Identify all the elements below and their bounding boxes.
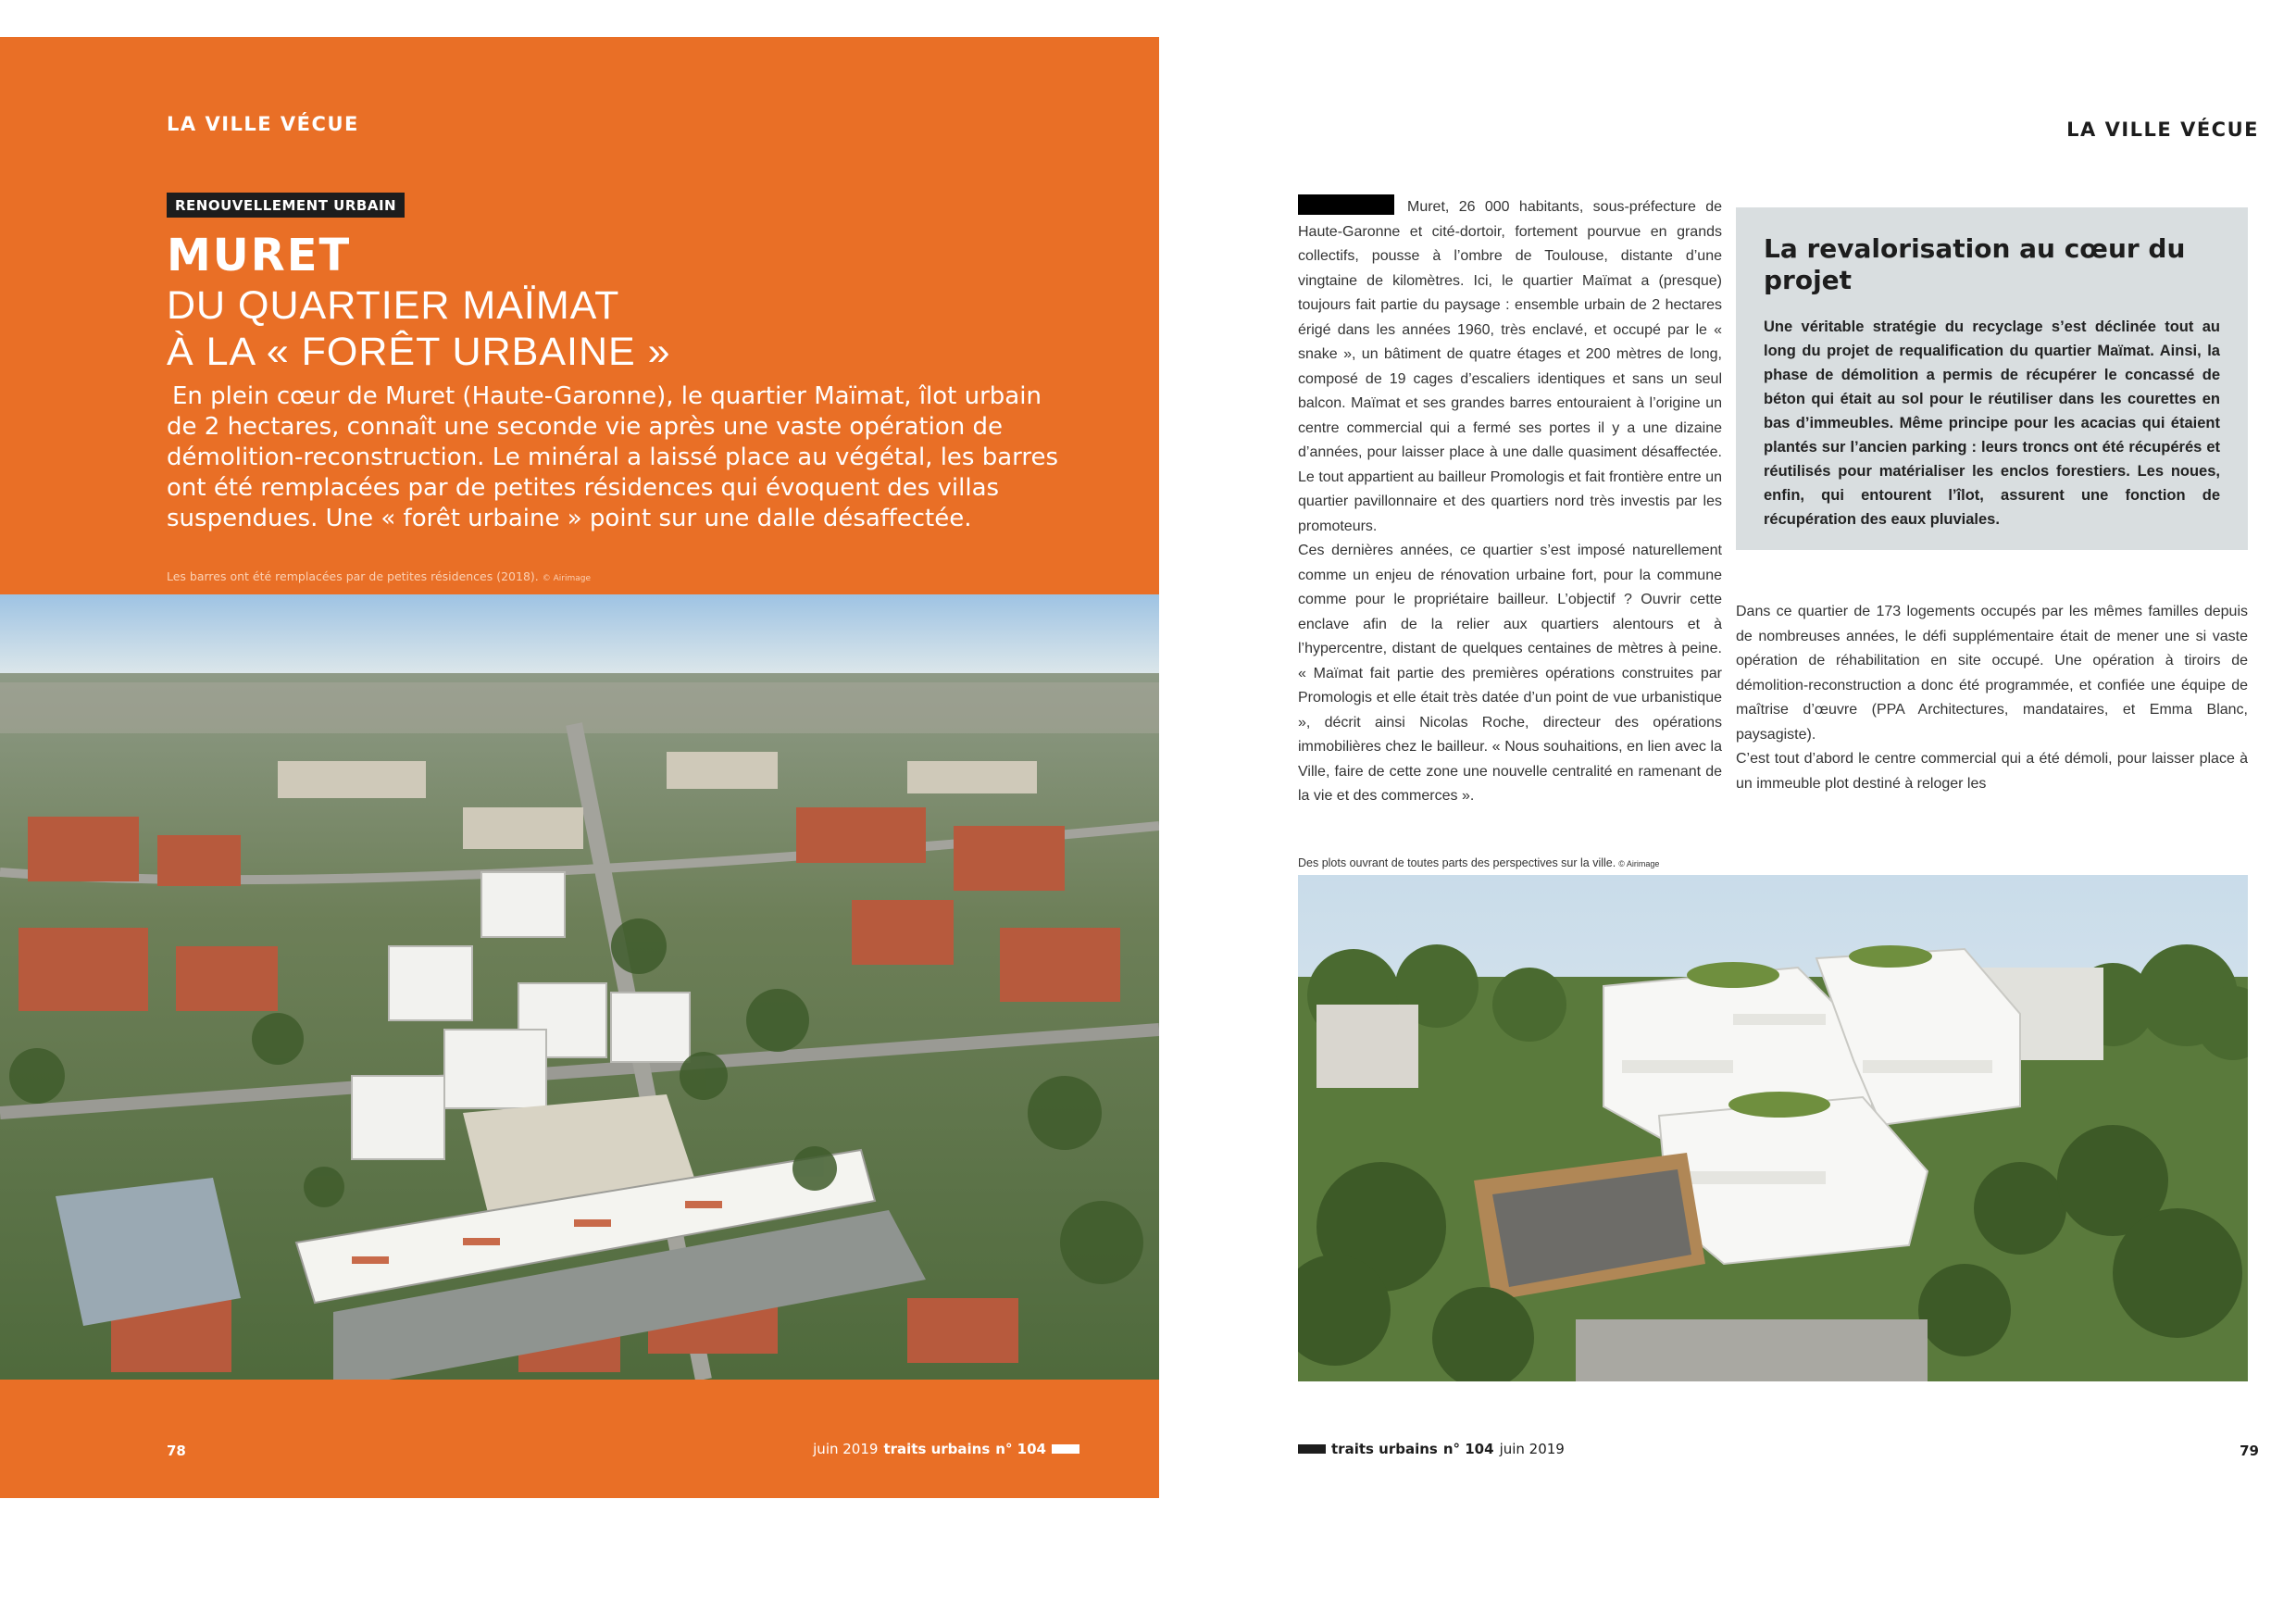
photo-caption [1298, 856, 1659, 869]
intro-line: démolition-reconstruction. Le minéral a laissé place au végétal, les barres [167, 443, 1059, 471]
building-photo [1298, 875, 2248, 1381]
redacted-block [1298, 194, 1394, 215]
right-page [1159, 37, 2296, 1498]
issue-date: juin 2019 [813, 1441, 879, 1457]
footer-bar [1298, 1444, 1326, 1454]
sidebar-title: La revalorisation au cœur du projet [1764, 233, 2186, 295]
body-paragraph: C’est tout d’abord le centre commercial qui a été démoli, pour laisser place à un immeuble plot destiné à reloger les [1736, 751, 2248, 792]
issue-number: n° 104 [1442, 1441, 1494, 1457]
page-footer [1298, 1441, 1565, 1457]
issue-number: n° 104 [995, 1441, 1046, 1457]
sidebar-text: Une véritable stratégie du recyclage s’est déclinée tout au long du projet de requalification du quartier Maïmat. Ainsi, la phase de démolition a permis de récupérer le concassé de béton qui était au sol pour le réutiliser dans les courettes en bas d’immeubles. Même principe pour les acacias qui étaient plantés sur l’ancien parking : leurs troncs ont été récupérés et réutilisés pour matérialiser les enclos forestiers. Les noues, enfin, qui entourent l’îlot, assurent une fonction de récupération des eaux pluviales. [1764, 319, 2220, 528]
page-number: 79 [2240, 1443, 2259, 1459]
intro-paragraph [167, 381, 1059, 534]
running-head: LA VILLE VÉCUE [167, 113, 359, 135]
section-tag: RENOUVELLEMENT URBAIN [167, 193, 405, 218]
footer-bar [1052, 1444, 1079, 1454]
body-column-1 [1298, 194, 1722, 809]
intro-line: En plein cœur de Muret (Haute-Garonne), le quartier Maïmat, îlot urbain [172, 382, 1042, 410]
caption-text: Les barres ont été remplacées par de petites résidences (2018). [167, 569, 539, 583]
body-column-2 [1736, 600, 2248, 796]
article-title-line: À LA « FORÊT URBAINE » [167, 330, 671, 374]
intro-line: suspendues. Une « forêt urbaine » point sur une dalle désaffectée. [167, 505, 972, 532]
body-paragraph: Ces dernières années, ce quartier s’est imposé naturellement comme un enjeu de rénovation urbaine fort, pour la commune comme pour le propriétaire bailleur. L’objectif ? Ouvrir cette enclave afin de la relier aux quartiers alentours et à l’hypercentre, distant de quelques centaines de mètres à peine. « Maïmat fait partie des premières opérations construites par Promologis et elle était très datée d’un point de vue urbanistique », décrit ainsi Nicolas Roche, directeur des opérations immobilières chez le bailleur. « Nous souhaitions, en lien avec la Ville, faire de cette zone une nouvelle centralité en ramenant de la vie et des commerces ». [1298, 543, 1722, 804]
page-number: 78 [167, 1443, 186, 1459]
aerial-photo [0, 594, 1159, 1380]
photo-credit: © Airimage [542, 574, 592, 583]
sidebar-box [1736, 207, 2248, 550]
article-title-city: MURET [167, 230, 352, 281]
magazine-name: traits urbains [1331, 1441, 1438, 1457]
caption-text: Des plots ouvrant de toutes parts des perspectives sur la ville. [1298, 856, 1616, 869]
article-title-line: DU QUARTIER MAÏMAT [167, 283, 620, 328]
page-footer [813, 1441, 1079, 1457]
magazine-name: traits urbains [883, 1441, 991, 1457]
photo-caption [167, 569, 591, 583]
body-paragraph: Dans ce quartier de 173 logements occupés par les mêmes familles depuis de nombreuses années, le défi supplémentaire était de mener une si vaste opération de réhabilitation en site occupé. Une opération à tiroirs de démolition-reconstruction a donc été programmée, et confiée une équipe de maîtrise d’œuvre (PPA Architectures, mandataires, et Emma Blanc, paysagiste). [1736, 604, 2248, 743]
photo-credit: © Airimage [1618, 859, 1660, 868]
issue-date: juin 2019 [1499, 1441, 1565, 1457]
left-page [0, 37, 1159, 1498]
intro-line: ont été remplacées par de petites résidences qui évoquent des villas [167, 474, 1000, 502]
running-head: LA VILLE VÉCUE [2066, 119, 2259, 141]
body-paragraph: Muret, 26 000 habitants, sous-préfecture de Haute-Garonne et cité-dortoir, fortement pourvue en grands collectifs, pousse à l’ombre de Toulouse, distante d’une vingtaine de kilomètres. Ici, le quartier Maïmat a (presque) toujours fait partie du paysage : ensemble urbain de 2 hectares érigé dans les années 1960, très enclavé, et occupé par le « snake », un bâtiment de quatre étages et 200 mètres de long, composé de 19 cages d’escaliers identiques et sans un seul balcon. Maïmat et ses grandes barres entouraient à l’origine un centre commercial qui a fermé ses portes il y a une dizaine d’années, pour laisser place à une dalle quasiment désaffectée. Le tout appartient au bailleur Promologis et fait frontière entre un quartier pavillonnaire et des quartiers nord très investis par les promoteurs. [1298, 194, 1722, 539]
intro-line: de 2 hectares, connaît une seconde vie après une vaste opération de [167, 413, 1004, 441]
